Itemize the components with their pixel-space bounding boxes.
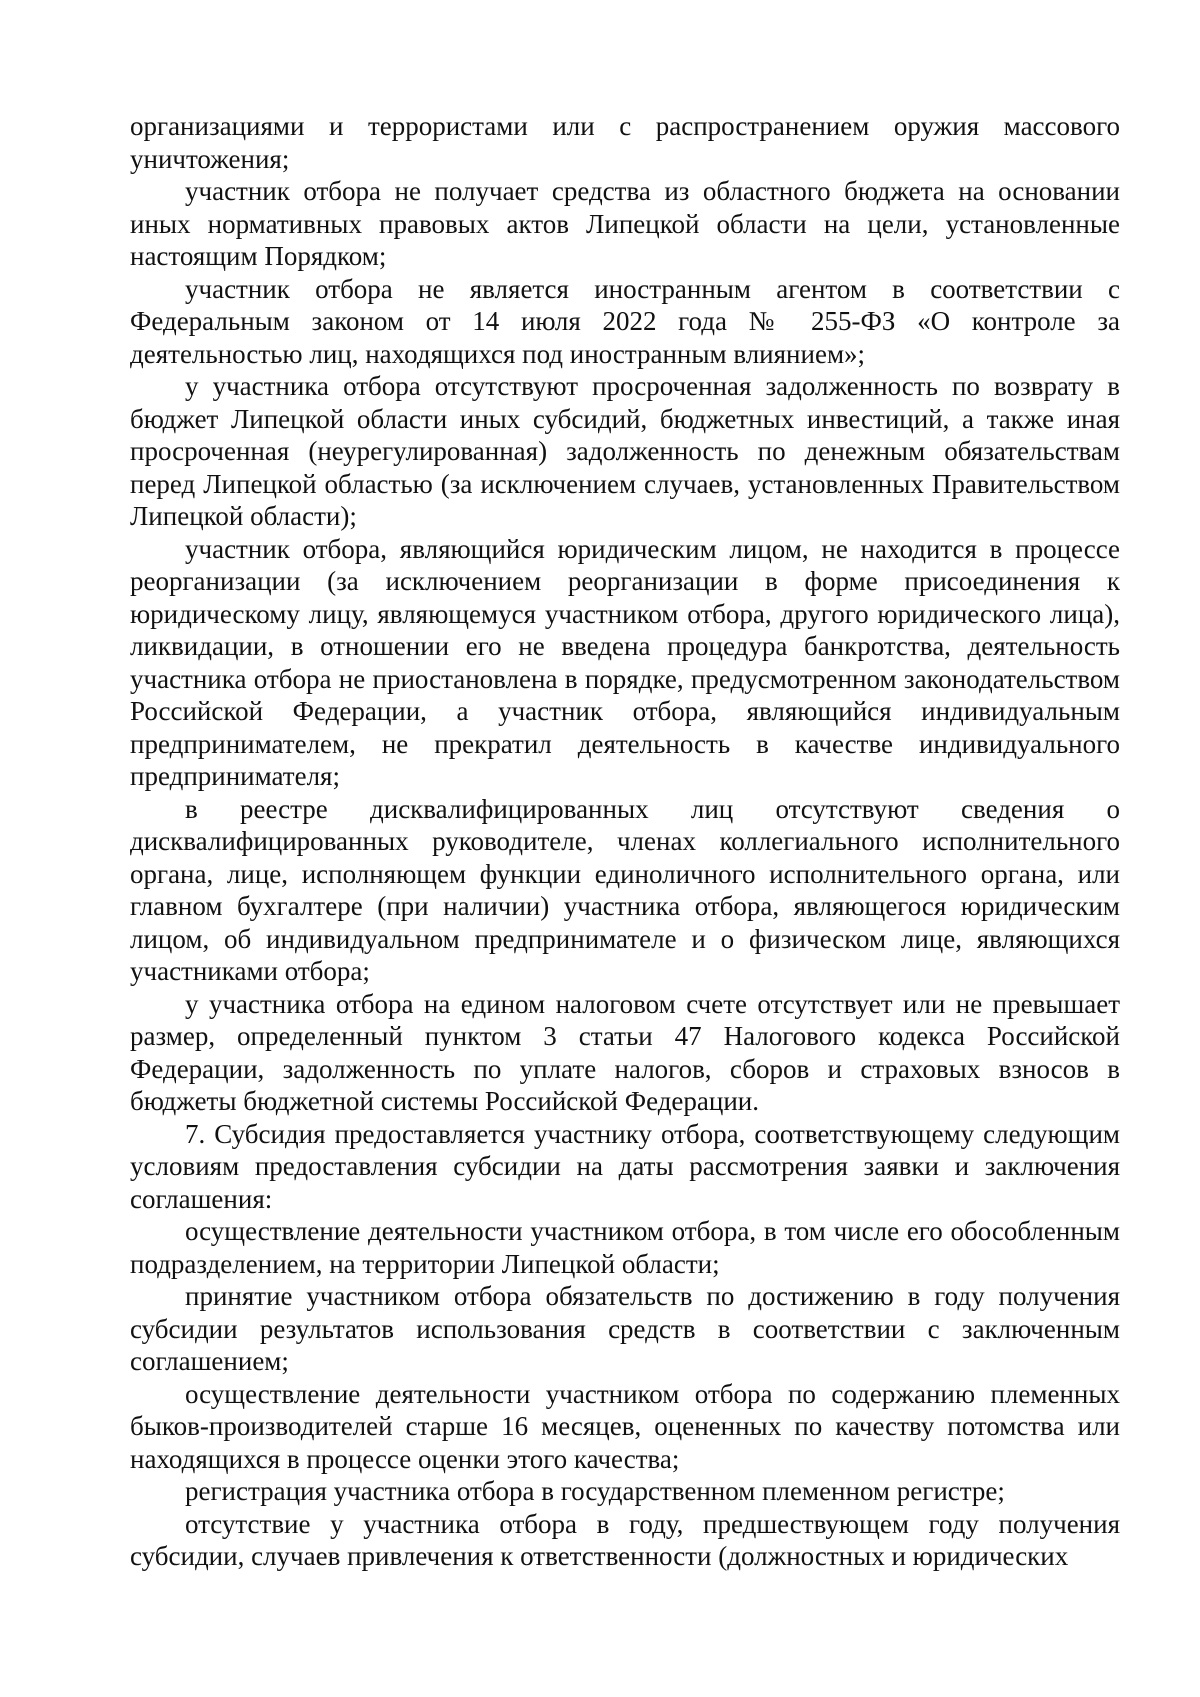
paragraph-6: в реестре дисквалифицированных лиц отсутствуют сведения о дисквалифицированных руководителе, членах коллегиального исполнительного органа, лице, исполняющем функции единоличного исполнительного органа, или главном бухгалтере (при наличии) участника отбора, являющегося юридическим лицом, об индивидуальном предпринимателе и о физическом лице, являющихся участниками отбора; xyxy=(130,793,1120,986)
paragraph-1: организациями и террористами или с распространением оружия массового уничтожения; xyxy=(130,111,1120,174)
paragraph-4: у участника отбора отсутствуют просроченная задолженность по возврату в бюджет Липецкой области иных субсидий, бюджетных инвестиций, а также иная просроченная (неурегулированная) задолженность по денежным обязательствам перед Липецкой областью (за исключением случаев, установленных Правительством Липецкой области); xyxy=(130,371,1120,531)
paragraph-8: 7. Субсидия предоставляется участнику отбора, соответствующему следующим условиям предоставления субсидии на даты рассмотрения заявки и заключения соглашения: xyxy=(130,1118,1120,1214)
paragraph-13: отсутствие у участника отбора в году, предшествующем году получения субсидии, случаев привлечения к ответственности (должностных и юридических xyxy=(130,1508,1120,1571)
paragraph-12: регистрация участника отбора в государственном племенном регистре; xyxy=(185,1476,1005,1506)
paragraph-5: участник отбора, являющийся юридическим лицом, не находится в процессе реорганизации (за исключением реорганизации в форме присоединения к юридическому лицу, являющемуся участником отбора, другого юридического лица), ликвидации, в отношении его не введена процедура банкротства, деятельность участника отбора не приостановлена в порядке, предусмотренном законодательством Российской Федерации, а участник отбора, являющийся индивидуальным предпринимателем, не прекратил деятельность в качестве индивидуального предпринимателя; xyxy=(130,533,1120,791)
document-page xyxy=(130,110,1120,1573)
paragraph-7: у участника отбора на едином налоговом счете отсутствует или не превышает размер, определенный пунктом 3 статьи 47 Налогового кодекса Российской Федерации, задолженность по уплате налогов, сборов и страховых взносов в бюджеты бюджетной системы Российской Федерации. xyxy=(130,988,1120,1116)
paragraph-2: участник отбора не получает средства из областного бюджета на основании иных нормативных правовых актов Липецкой области на цели, установленные настоящим Порядком; xyxy=(130,176,1120,271)
paragraph-10: принятие участником отбора обязательств по достижению в году получения субсидии результатов использования средств в соответствии с заключенным соглашением; xyxy=(130,1281,1120,1376)
paragraph-3: участник отбора не является иностранным агентом в соответствии с Федеральным законом от 14 июля 2022 года № 255-ФЗ «О контроле за деятельностью лиц, находящихся под иностранным влиянием»; xyxy=(130,273,1120,369)
paragraph-11: осуществление деятельности участником отбора по содержанию племенных быков-производителей старше 16 месяцев, оцененных по качеству потомства или находящихся в процессе оценки этого качества; xyxy=(130,1378,1120,1474)
paragraph-9: осуществление деятельности участником отбора, в том числе его обособленным подразделением, на территории Липецкой области; xyxy=(130,1216,1120,1279)
